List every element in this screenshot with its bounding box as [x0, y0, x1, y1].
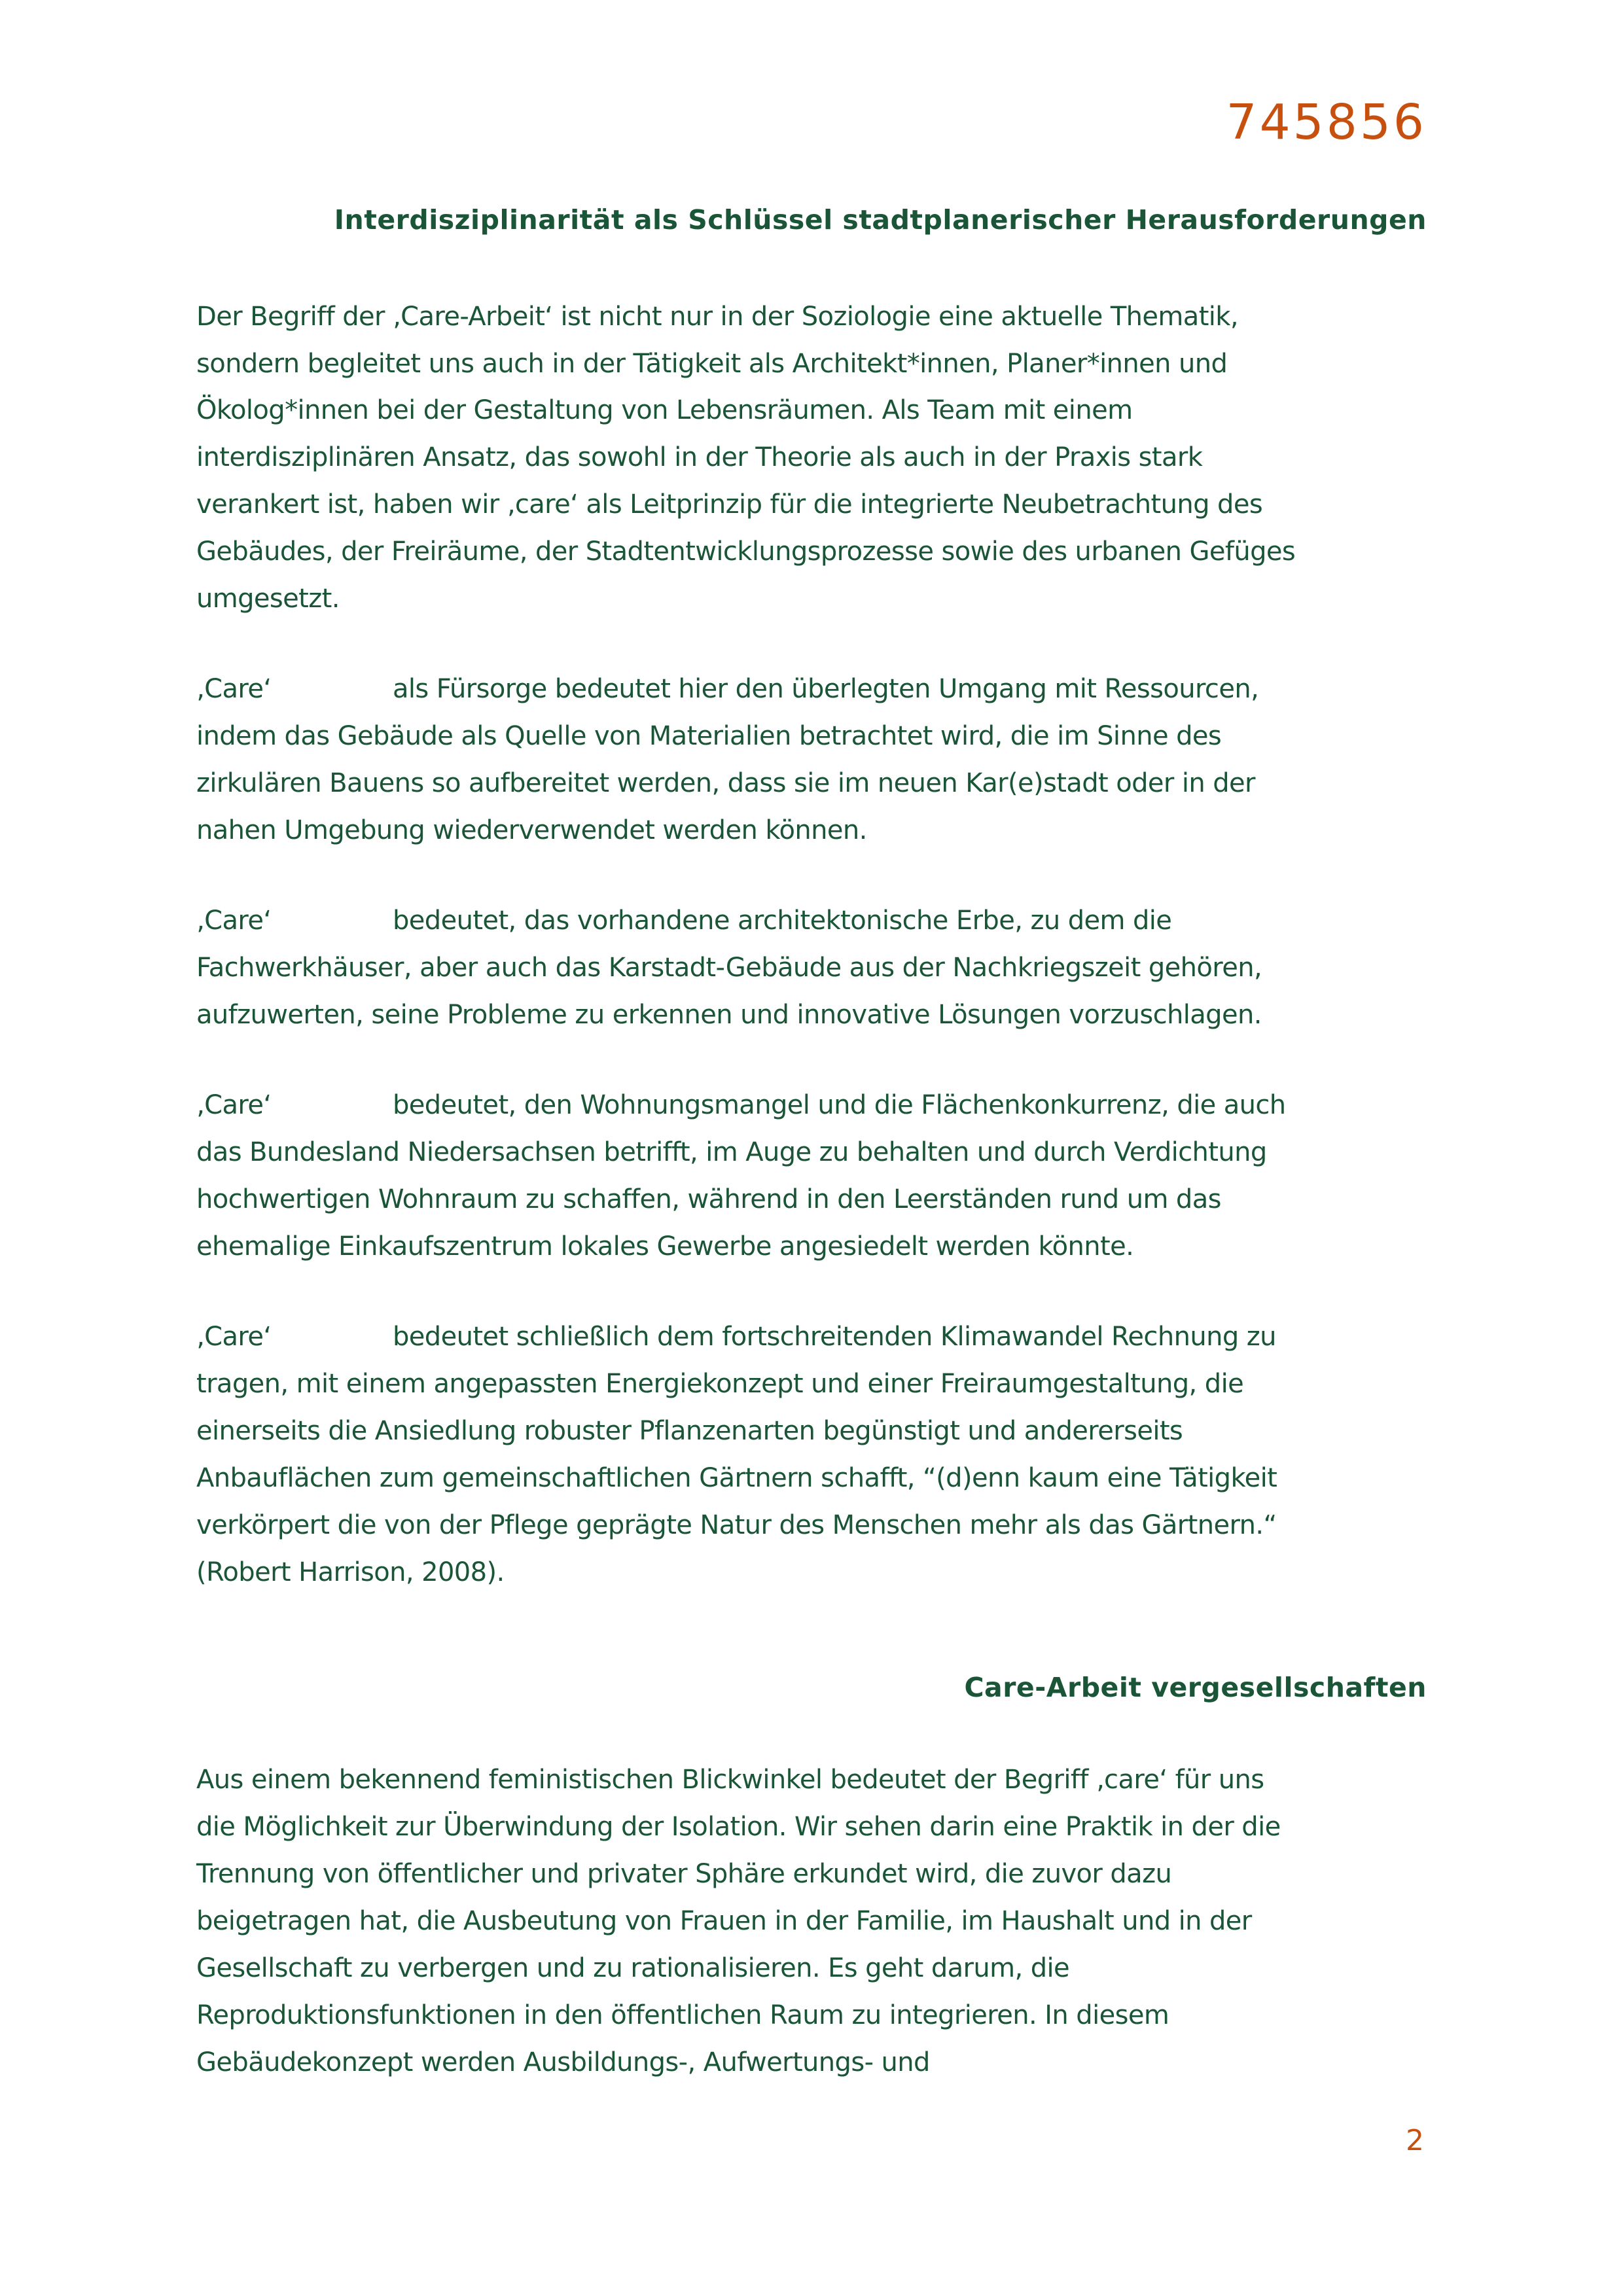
- text-line: interdisziplinären Ansatz, das sowohl in der Theorie als auch in der Praxis stark: [196, 442, 1203, 472]
- care-lead-term: ‚Care‘: [196, 1322, 272, 1352]
- text-line: Aus einem bekennend feministischen Blickwinkel bedeutet der Begriff ‚care‘ für uns: [196, 1765, 1264, 1795]
- text-line-content: als Fürsorge bedeutet hier den überlegten Umgang mit Ressourcen,: [393, 674, 1259, 704]
- text-line: indem das Gebäude als Quelle von Materialien betrachtet wird, die im Sinne des: [196, 721, 1222, 751]
- section-heading-interdisziplinaritaet: Interdisziplinarität als Schlüssel stadtplanerischer Herausforderungen: [334, 204, 1427, 236]
- text-line: [196, 908, 1171, 934]
- text-line: beigetragen hat, die Ausbeutung von Frauen in der Familie, im Haushalt und in der: [196, 1906, 1252, 1936]
- text-line: umgesetzt.: [196, 584, 340, 614]
- text-line: hochwertigen Wohnraum zu schaffen, während in den Leerständen rund um das: [196, 1184, 1221, 1214]
- care-lead-term: ‚Care‘: [196, 906, 272, 936]
- text-line: [196, 1324, 1276, 1350]
- text-line: Trennung von öffentlicher und privater Sphäre erkundet wird, die zuvor dazu: [196, 1859, 1172, 1889]
- text-line: sondern begleitet uns auch in der Tätigkeit als Architekt*innen, Planer*innen und: [196, 349, 1228, 379]
- text-line: Gebäudekonzept werden Ausbildungs-, Aufwertungs- und: [196, 2047, 930, 2077]
- care-lead-term: ‚Care‘: [196, 674, 272, 704]
- text-line: aufzuwerten, seine Probleme zu erkennen und innovative Lösungen vorzuschlagen.: [196, 1000, 1262, 1030]
- text-line: Gebäudes, der Freiräume, der Stadtentwicklungsprozesse sowie des urbanen Gefüges: [196, 537, 1296, 567]
- text-line: tragen, mit einem angepassten Energiekonzept und einer Freiraumgestaltung, die: [196, 1369, 1244, 1399]
- page-number: 2: [1406, 2124, 1424, 2157]
- text-line-content: bedeutet schließlich dem fortschreitenden Klimawandel Rechnung zu: [393, 1322, 1276, 1352]
- text-line: (Robert Harrison, 2008).: [196, 1557, 505, 1587]
- text-line: [196, 1092, 1286, 1118]
- text-line-content: bedeutet, den Wohnungsmangel und die Flächenkonkurrenz, die auch: [393, 1090, 1286, 1120]
- text-line: Reproduktionsfunktionen in den öffentlichen Raum zu integrieren. In diesem: [196, 2000, 1169, 2030]
- text-line-content: bedeutet, das vorhandene architektonische Erbe, zu dem die: [393, 906, 1172, 936]
- text-line: Anbauflächen zum gemeinschaftlichen Gärtnern schafft, “(d)enn kaum eine Tätigkeit: [196, 1463, 1277, 1493]
- document-id: 745856: [1226, 94, 1427, 150]
- section-heading-care-arbeit: Care-Arbeit vergesellschaften: [964, 1672, 1427, 1703]
- text-line: die Möglichkeit zur Überwindung der Isolation. Wir sehen darin eine Praktik in der die: [196, 1812, 1281, 1842]
- text-line: einerseits die Ansiedlung robuster Pflanzenarten begünstigt und andererseits: [196, 1416, 1183, 1446]
- text-line: verankert ist, haben wir ‚care‘ als Leitprinzip für die integrierte Neubetrachtung des: [196, 489, 1263, 520]
- text-line: Fachwerkhäuser, aber auch das Karstadt-Gebäude aus der Nachkriegszeit gehören,: [196, 953, 1262, 983]
- text-line: verkörpert die von der Pflege geprägte Natur des Menschen mehr als das Gärtnern.“: [196, 1510, 1277, 1540]
- text-line: Der Begriff der ‚Care-Arbeit‘ ist nicht nur in der Soziologie eine aktuelle Thematik,: [196, 302, 1238, 332]
- text-line: das Bundesland Niedersachsen betrifft, im Auge zu behalten und durch Verdichtung: [196, 1137, 1267, 1167]
- text-line: [196, 676, 1258, 702]
- text-line: ehemalige Einkaufszentrum lokales Gewerbe angesiedelt werden könnte.: [196, 1231, 1134, 1262]
- text-line: nahen Umgebung wiederverwendet werden können.: [196, 815, 867, 845]
- care-lead-term: ‚Care‘: [196, 1090, 272, 1120]
- text-line: Ökolog*innen bei der Gestaltung von Lebensräumen. Als Team mit einem: [196, 395, 1133, 425]
- text-line: Gesellschaft zu verbergen und zu rationalisieren. Es geht darum, die: [196, 1953, 1070, 1983]
- text-line: zirkulären Bauens so aufbereitet werden, dass sie im neuen Kar(e)stadt oder in der: [196, 768, 1255, 798]
